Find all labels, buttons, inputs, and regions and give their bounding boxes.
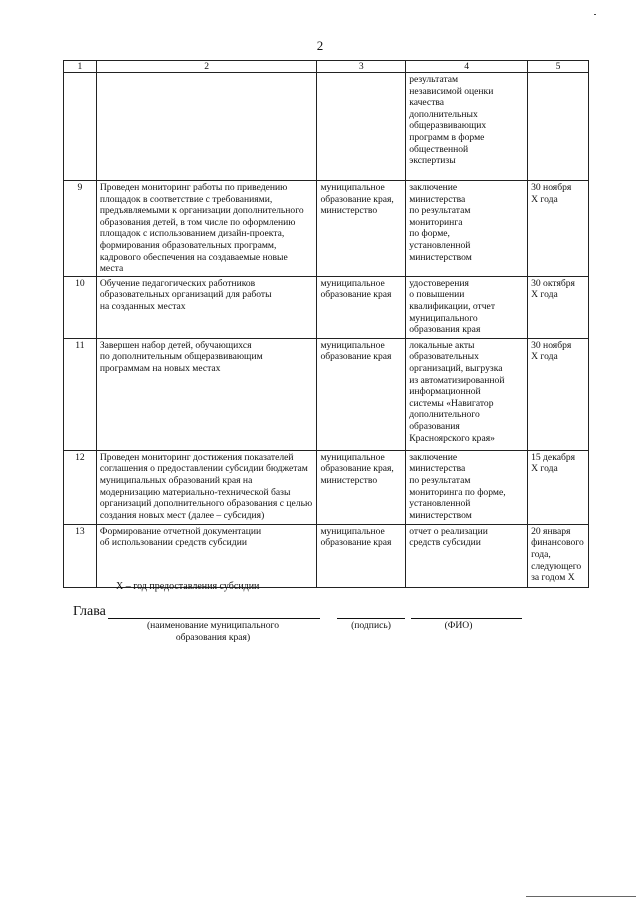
deadline-cell: 30 октября X года [528,276,589,338]
table-row [64,450,589,524]
deadline-cell: 20 января финансового года, следующего за годом X [528,524,589,587]
row-number-cell: 13 [64,524,97,587]
document-cell: заключение министерства по результатам мониторинга по форме, установленной министерством [406,181,528,277]
signature-block [0,604,640,644]
event-cell [96,73,317,181]
row-number-cell [64,73,97,181]
event-cell: Обучение педагогических работников образовательных организаций для работы на созданных местах [96,276,317,338]
responsible-cell: муниципальное образование края [317,524,406,587]
table-row [64,338,589,450]
header-cell: 1 [64,61,97,73]
table-row [64,73,589,181]
fio-caption: (ФИО) [444,620,473,631]
header-cell: 2 [96,61,317,73]
page-number: 2 [316,38,324,53]
row-number-cell: 12 [64,450,97,524]
event-cell: Завершен набор детей, обучающихся по дополнительным общеразвивающим программам на новых местах [96,338,317,450]
signature-line [337,618,405,619]
event-cell: Формирование отчетной документации об использовании средств субсидии [96,524,317,587]
document-cell: заключение министерства по результатам мониторинга по форме, установленной министерством [406,450,528,524]
responsible-cell [317,73,406,181]
deadline-cell: 30 ноября X года [528,338,589,450]
responsible-cell: муниципальное образование края, министерство [317,181,406,277]
event-cell: Проведен мониторинг достижения показателей соглашения о предоставлении субсидии бюджетам муниципальных образований края на модернизацию материально-технической базы организаций дополнительного образования с целью создания новых мест (далее – субсидия) [96,450,317,524]
name-caption: (наименование муниципального образования края) [146,620,280,643]
fio-line [411,618,522,619]
deadline-cell: 30 ноября X года [528,181,589,277]
plan-table [63,60,589,588]
row-number-cell: 9 [64,181,97,277]
document-cell: локальные акты образовательных организаций, выгрузка из автоматизированной информационной системы «Навигатор дополнительного образования Красноярского края» [406,338,528,450]
document-cell: результатам независимой оценки качества дополнительных общеразвивающих программ в форме общественной экспертизы [406,73,528,181]
header-cell: 4 [406,61,528,73]
deadline-cell: 15 декабря X года [528,450,589,524]
header-cell: 5 [528,61,589,73]
scan-edge-mark [526,896,636,897]
responsible-cell: муниципальное образование края [317,338,406,450]
responsible-cell: муниципальное образование края [317,276,406,338]
header-cell: 3 [317,61,406,73]
table-row [64,181,589,277]
responsible-cell: муниципальное образование края, министерство [317,450,406,524]
table-header-row [64,61,589,73]
deadline-cell [528,73,589,181]
name-line [108,618,320,619]
document-cell: удостоверения о повышении квалификации, отчет муниципального образования края [406,276,528,338]
scan-mark [594,14,596,15]
signature-caption: (подпись) [351,620,391,631]
table-row [64,524,589,587]
table-row [64,276,589,338]
signature-title: Глава [73,604,106,619]
document-cell: отчет о реализации средств субсидии [406,524,528,587]
row-number-cell: 10 [64,276,97,338]
event-cell: Проведен мониторинг работы по приведению площадок в соответствие с требованиями, предъявляемыми к организации дополнительного образования детей, в том числе по оформлению площадок с использованием дизайн-проекта, формирования образовательных программ, кадрового обеспечения на создаваемые новые места [96,181,317,277]
footnote: X – год предоставления субсидии [116,581,260,592]
row-number-cell: 11 [64,338,97,450]
